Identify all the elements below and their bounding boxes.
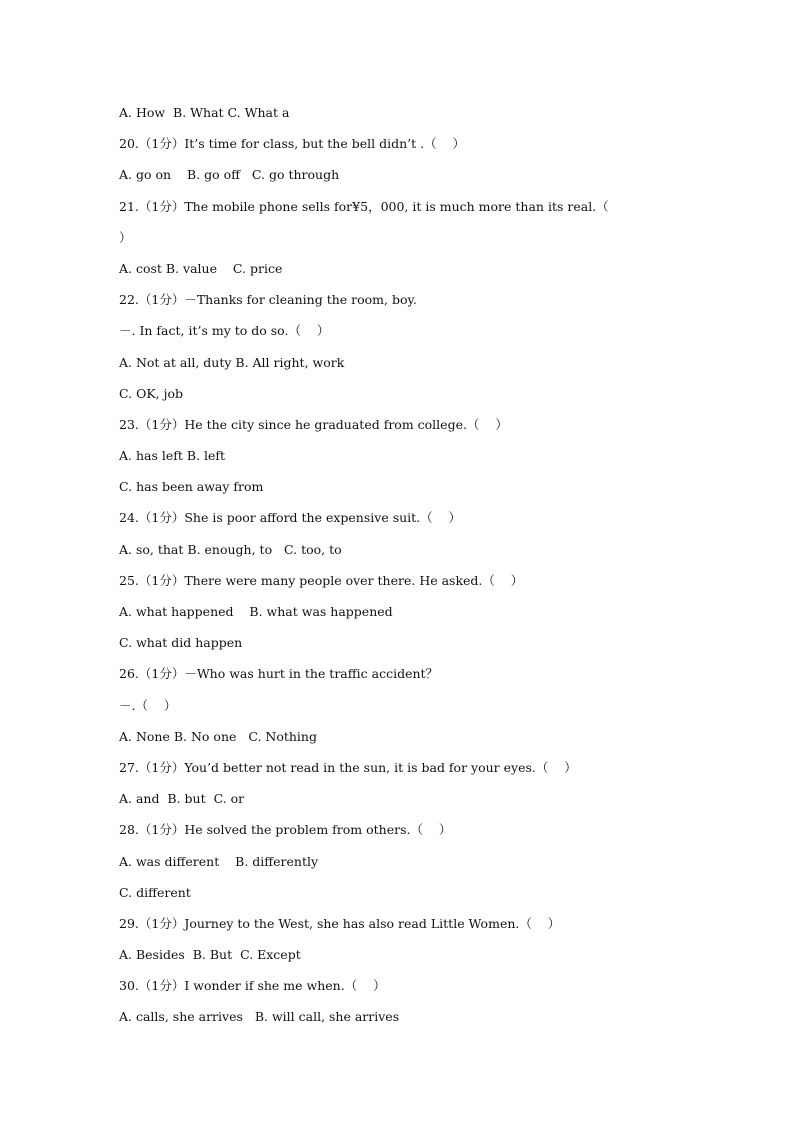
answer-options-21: A. cost B. value C. price xyxy=(119,260,283,276)
answer-options-28-a: A. was different B. differently xyxy=(119,853,319,869)
question-21: 21.（1分）The mobile phone sells for¥5，000, it is much more than its real.（ xyxy=(119,198,609,214)
answer-options-25-a: A. what happened B. what was happened xyxy=(119,604,393,619)
answer-options-23-c: C. has been away from xyxy=(119,479,264,495)
question-25: 25.（1分）There were many people over there. He asked.（ ） xyxy=(119,572,524,588)
question-22: 22.（1分）－Thanks for cleaning the room, boy. xyxy=(119,292,417,308)
question-30: 30.（1分）I wonder if she me when.（ ） xyxy=(119,978,386,994)
question-23: 23.（1分）He the city since he graduated from college.（ ） xyxy=(119,416,508,432)
question-24: 24.（1分）She is poor afford the expensive suit.（ ） xyxy=(119,510,462,526)
question-26: 26.（1分）－Who was hurt in the traffic accident？ xyxy=(119,666,439,682)
question-20: 20.（1分）It’s time for class, but the bell didn’t .（ ） xyxy=(119,136,465,152)
question-text-block xyxy=(119,103,759,1039)
answer-options-22-c: C. OK, job xyxy=(119,385,184,401)
answer-options-24: A. so, that B. enough, to C. too, to xyxy=(119,541,342,557)
answer-options-20: A. go on B. go off C. go through xyxy=(119,167,340,183)
answer-options-25-c: C. what did happen xyxy=(119,635,243,651)
question-22-reply: －. In fact, it’s my to do so.（ ） xyxy=(119,323,330,339)
question-28: 28.（1分）He solved the problem from others.（ ） xyxy=(119,822,452,838)
answer-options-29: A. Besides B. But C. Except xyxy=(119,947,301,963)
answer-options-27: A. and B. but C. or xyxy=(119,791,245,807)
answer-options-19: A. How B. What C. What a xyxy=(119,105,290,120)
answer-options-23-a: A. has left B. left xyxy=(119,448,226,464)
answer-options-22-a: A. Not at all, duty B. All right, work xyxy=(119,354,345,370)
question-21-continued: ） xyxy=(119,229,132,245)
answer-options-28-c: C. different xyxy=(119,884,191,900)
answer-options-30: A. calls, she arrives B. will call, she arrives xyxy=(119,1009,400,1025)
question-29: 29.（1分）Journey to the West, she has also read Little Women.（ ） xyxy=(119,915,561,931)
question-27: 27.（1分）You’d better not read in the sun, it is bad for your eyes.（ ） xyxy=(119,759,577,775)
answer-options-26: A. None B. No one C. Nothing xyxy=(119,728,317,744)
question-26-reply: －.（ ） xyxy=(119,697,177,713)
